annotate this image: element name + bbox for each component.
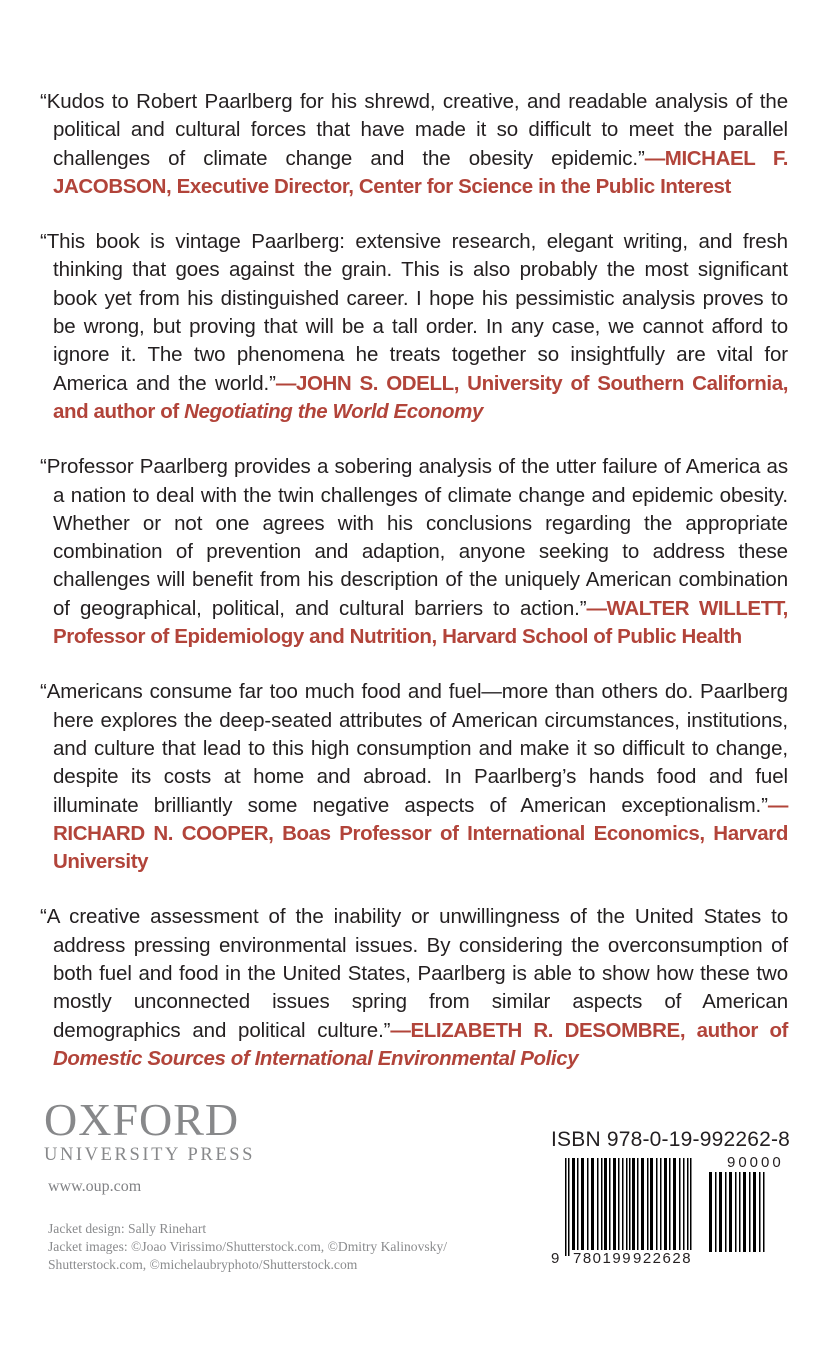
barcode-left-digits: 780199 — [573, 1250, 633, 1267]
endorsement-quote — [40, 228, 788, 426]
barcode-lead-digit: 9 — [551, 1250, 560, 1267]
barcode-right-digits: 922628 — [633, 1250, 693, 1267]
endorsements — [40, 88, 788, 1100]
quote-attribution: —RICHARD N. COOPER, Boas Professor of International Economics, Harvard University — [53, 793, 788, 874]
publisher-logo — [44, 1094, 256, 1166]
book-title: Domestic Sources of International Environmental Policy — [53, 1046, 579, 1070]
isbn-label: ISBN 978-0-19-992262-8 — [551, 1128, 791, 1151]
quote-text: “Professor Paarlberg provides a sobering analysis of the utter failure of America as a nation to deal with the twin challenges of climate change and epidemic obesity. Whether or not one agrees with his conclusions regarding the appropriate combination of prevention and adaption, anyone seeking to address these challenges will benefit from his description of the uniquely American combination of geographical, political, and cultural barriers to action.” — [40, 455, 788, 620]
quote-attribution: —WALTER WILLETT, Professor of Epidemiology and Nutrition, Harvard School of Public Health — [53, 596, 788, 649]
publisher-url[interactable]: www.oup.com — [48, 1178, 142, 1195]
endorsement-quote — [40, 453, 788, 651]
isbn-barcode — [551, 1154, 786, 1268]
quote-text: “Kudos to Robert Paarlberg for his shrewd, creative, and readable analysis of the political and cultural forces that have made it so difficult to meet the parallel challenges of climate change and the obesity epidemic.” — [40, 90, 788, 170]
quote-text: “A creative assessment of the inability or unwillingness of the United States to address pressing environmental issues. By considering the overconsumption of both fuel and food in the United States, Paarlberg is able to show how these two mostly unconnected issues spring from similar aspects of American demographics and political culture.” — [40, 905, 788, 1042]
quote-text: “This book is vintage Paarlberg: extensive research, elegant writing, and fresh thinking that goes against the grain. This is also probably the most significant book yet from his distinguished career. I hope his pessimistic analysis proves to be wrong, but proving that will be a tall order. In any case, we cannot afford to ignore it. The two phenomena he treats together so insightfully are vital for America and the world.” — [40, 230, 788, 395]
quote-attribution: —MICHAEL F. JACOBSON, Executive Director, Center for Science in the Public Interest — [53, 146, 788, 198]
endorsement-quote — [40, 678, 788, 876]
quote-attribution: —JOHN S. ODELL, University of Southern California, and author of Negotiating the World Economy — [53, 371, 788, 423]
endorsement-quote — [40, 903, 788, 1073]
book-title: Negotiating the World Economy — [184, 399, 484, 423]
quote-text: “Americans consume far too much food and fuel—more than others do. Paarlberg here explores the deep-seated attributes of American circumstances, institutions, and culture that lead to this high consumption and make it so difficult to change, despite its costs at home and abroad. In Paarlberg’s hands food and fuel illuminate brilliantly some negative aspects of American exceptionalism.” — [40, 680, 788, 817]
quote-attribution: —ELIZABETH R. DESOMBRE, author of Domestic Sources of International Environmental Policy — [53, 1018, 788, 1070]
price-code: 90000 — [727, 1154, 784, 1171]
publisher-subtitle: UNIVERSITY PRESS — [44, 1145, 256, 1165]
jacket-credits: Jacket design: Sally Rinehart Jacket images: ©Joao Virissimo/Shutterstock.com, ©Dmitry Kalinovsky/ Shutterstock.com, ©michelaubryphoto/Shutterstock.com — [48, 1221, 448, 1272]
publisher-name: OXFORD — [44, 1094, 240, 1145]
endorsement-quote — [40, 88, 788, 201]
